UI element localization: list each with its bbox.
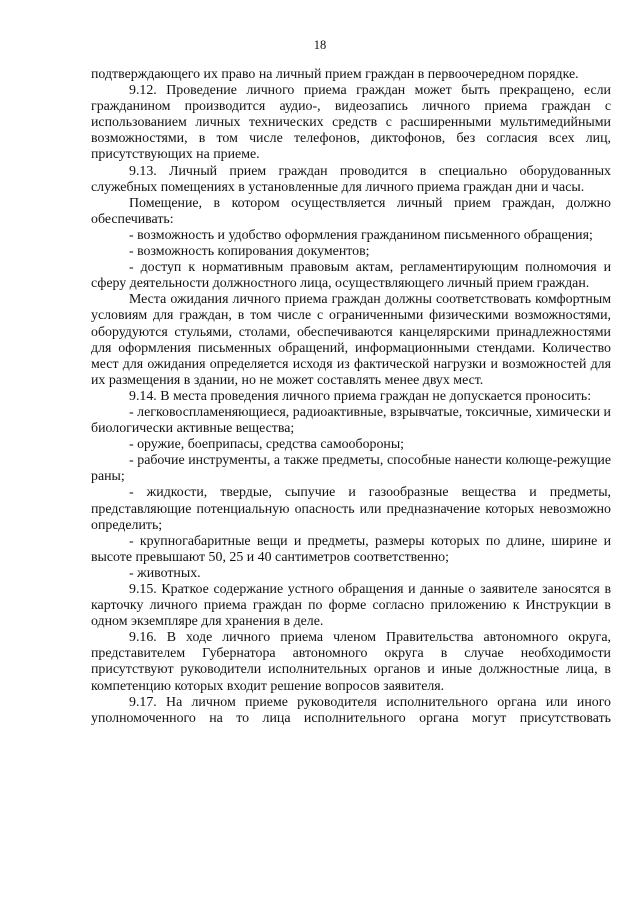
list-item: - жидкости, твердые, сыпучие и газообразные вещества и предметы, представляющие потенциальную опасность или предназначение которых невозможно определить; <box>91 485 611 533</box>
paragraph-9-14: 9.14. В места проведения личного приема граждан не допускается проносить: <box>129 388 592 404</box>
paragraph-premises: Помещение, в котором осуществляется личный прием граждан, должно обеспечивать: <box>91 195 611 227</box>
list-item: - возможность и удобство оформления гражданином письменного обращения; <box>129 227 593 243</box>
paragraph-9-15: 9.15. Краткое содержание устного обращения и данные о заявителе заносятся в карточку личного приема граждан по форме согласно приложению к Инструкции в одном экземпляре для хранения в деле. <box>91 582 611 630</box>
paragraph-9-12: 9.12. Проведение личного приема граждан может быть прекращено, если гражданином производится аудио-, видеозапись личного приема граждан с использованием личных технических средств с расширенными мультимедийными возможностями, в том числе телефонов, диктофонов, без согласия всех лиц, присутствующих на приеме. <box>91 83 611 163</box>
paragraph-continuation: подтверждающего их право на личный прием граждан в первоочередном порядке. <box>91 67 579 82</box>
paragraph-waiting-places: Места ожидания личного приема граждан должны соответствовать комфортным условиям для граждан, в том числе с ограниченными физическими возможностями, оборудуются стульями, столами, обеспечиваются канцелярскими принадлежностями для оформления письменных обращений, информационными стендами. Количество мест для ожидания определяется исходя из фактической нагрузки и возможностей для их размещения в здании, но не может составлять менее двух мест. <box>91 292 611 388</box>
list-item: - оружие, боеприпасы, средства самообороны; <box>129 437 405 453</box>
list-item: - легковоспламеняющиеся, радиоактивные, взрывчатые, токсичные, химически и биологически активные вещества; <box>91 404 611 437</box>
list-item: - животных. <box>129 565 201 581</box>
list-item: - возможность копирования документов; <box>129 244 370 260</box>
list-item: - крупногабаритные вещи и предметы, размеры которых по длине, ширине и высоте превышают 50, 25 и 40 сантиметров соответственно; <box>91 533 611 565</box>
list-item: - рабочие инструменты, а также предметы, способные нанести колюще-режущие раны; <box>91 453 611 485</box>
paragraph-9-13: 9.13. Личный прием граждан проводится в специально оборудованных служебных помещениях в установленные для личного приема граждан дни и часы. <box>91 163 611 195</box>
paragraph-9-16: 9.16. В ходе личного приема членом Правительства автономного округа, представителем Губернатора автономного округа в случае необходимости присутствуют руководители исполнительных органов и иные должностные лица, в компетенцию которых входит решение вопросов заявителя. <box>91 630 611 694</box>
document-body <box>91 67 611 727</box>
page-number: 18 <box>313 38 327 52</box>
paragraph-9-17: 9.17. На личном приеме руководителя исполнительного органа или иного уполномоченного на то лица исполнительного органа могут присутствовать <box>91 694 611 726</box>
list-item: - доступ к нормативным правовым актам, регламентирующим полномочия и сферу деятельности должностного лица, осуществляющего личный прием граждан. <box>91 260 611 292</box>
